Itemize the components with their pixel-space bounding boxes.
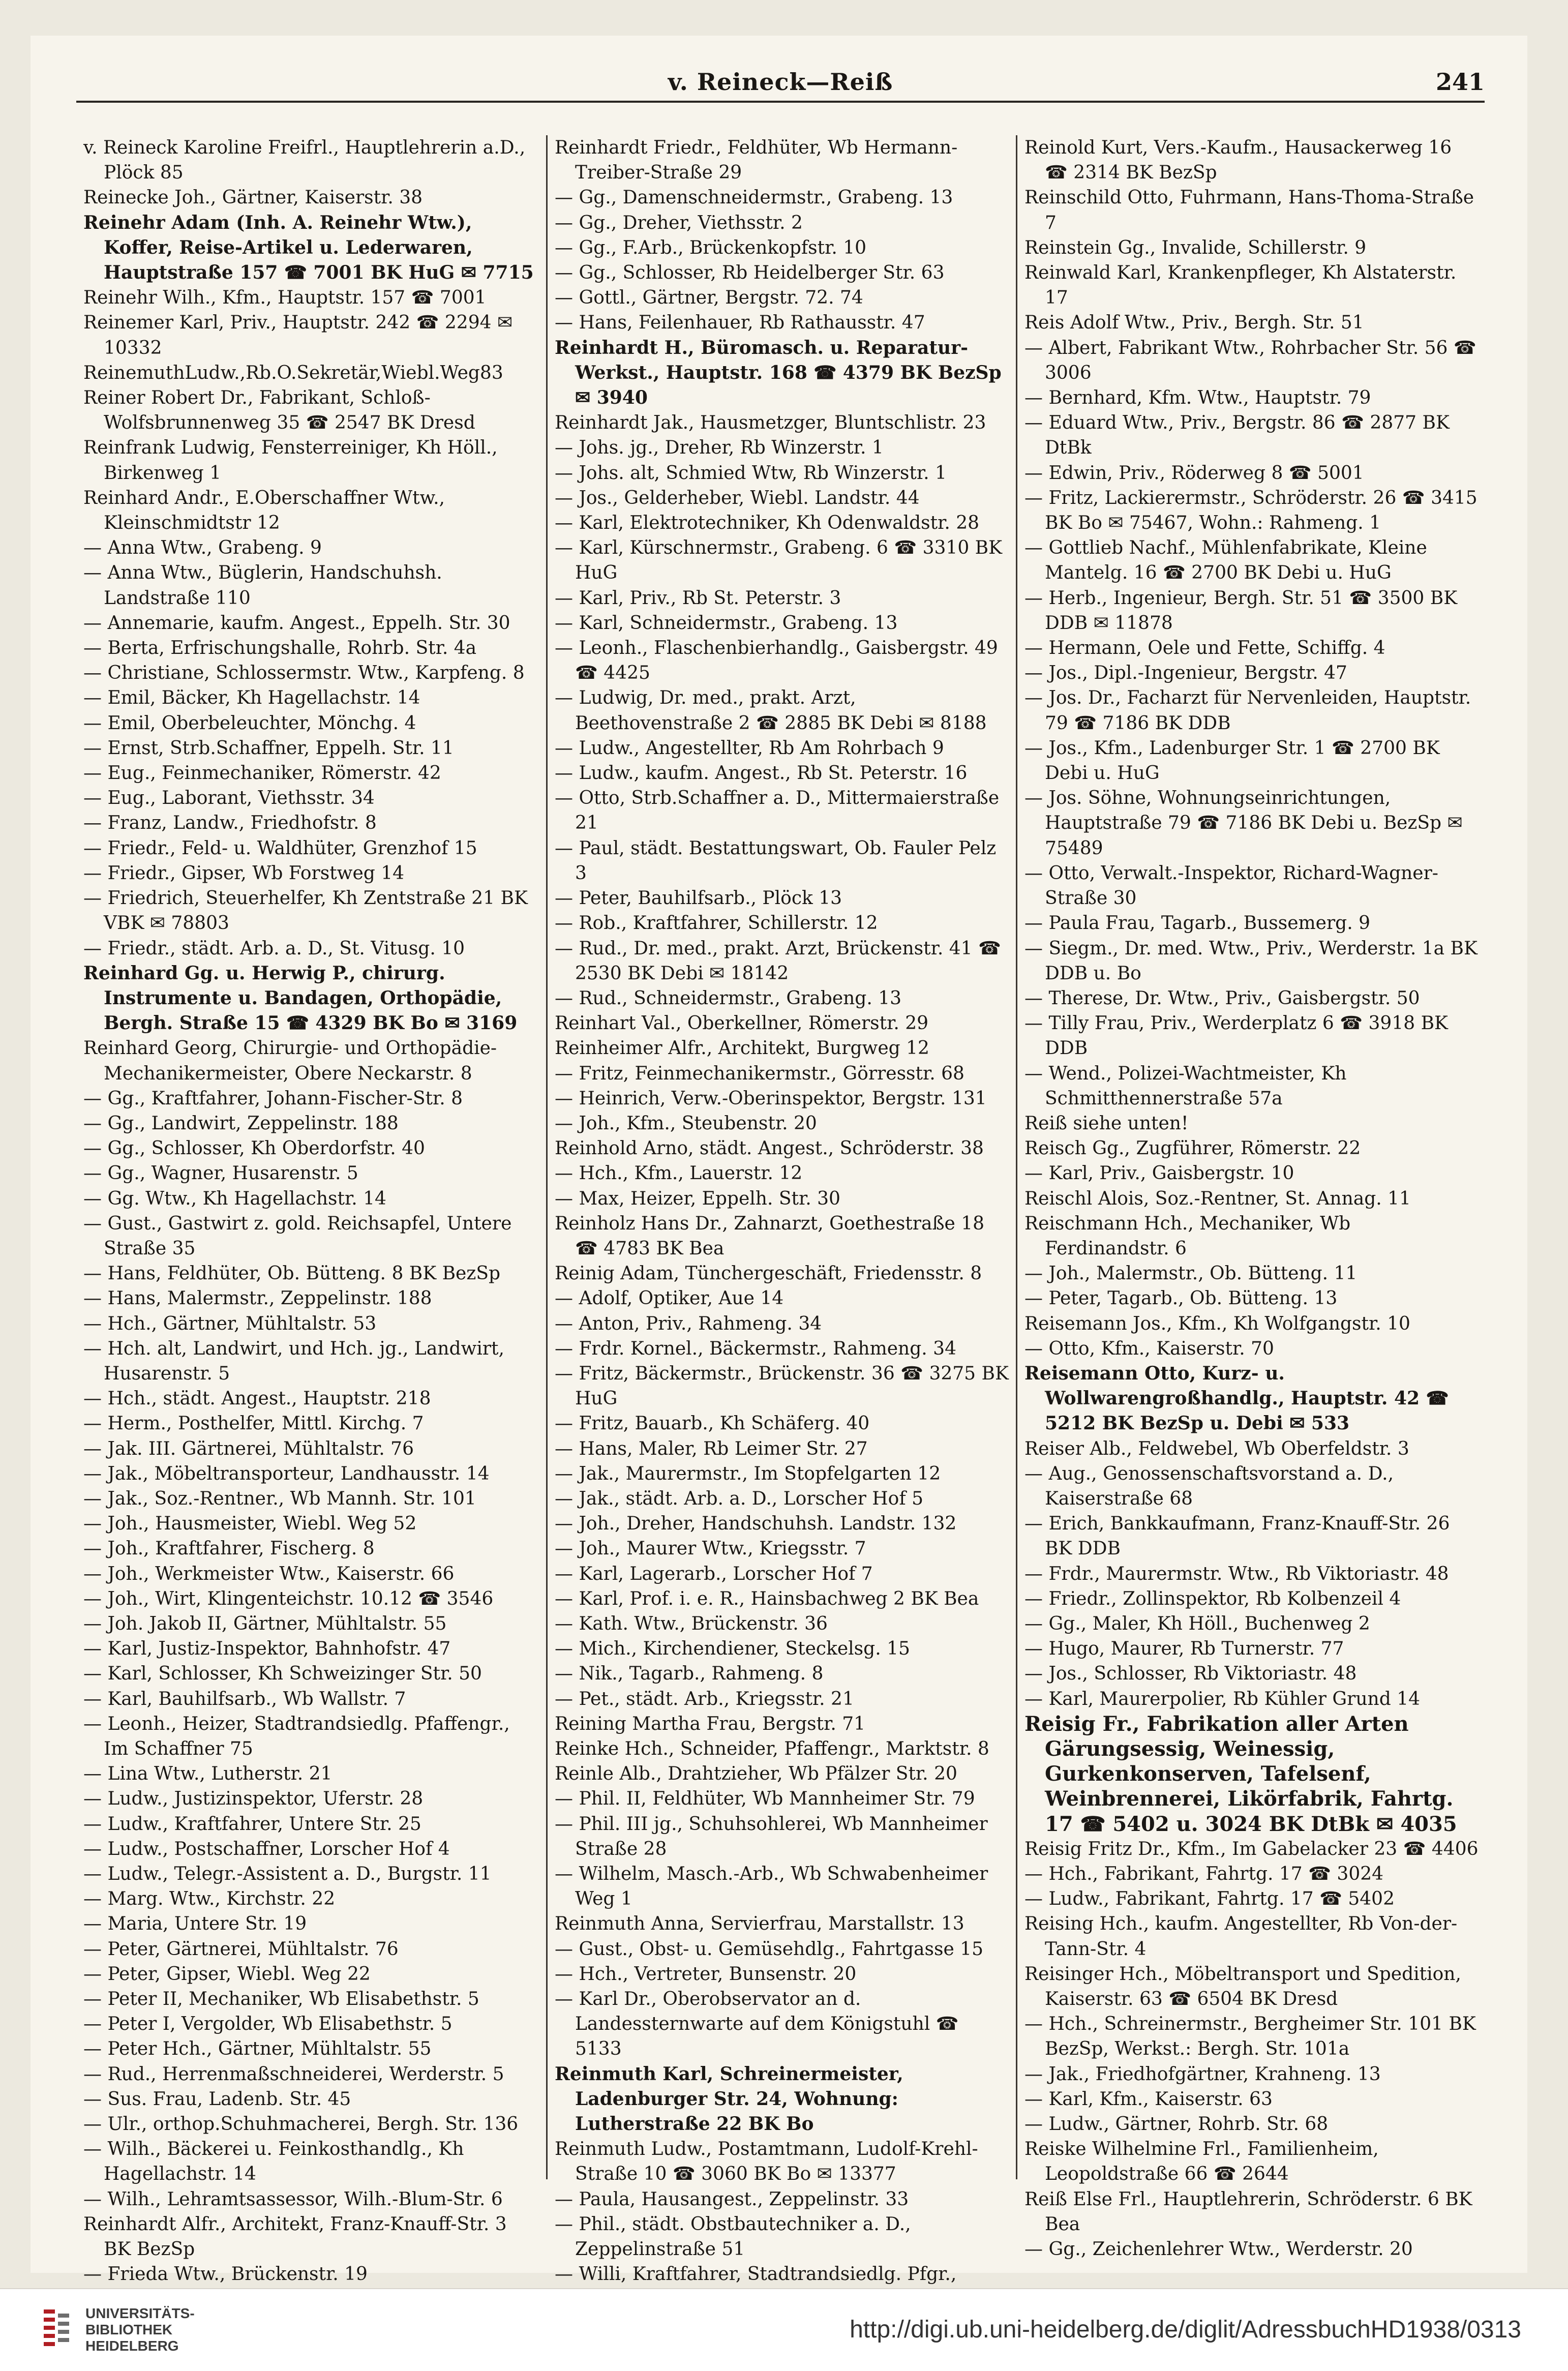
directory-entry: — Karl, Justiz-Inspektor, Bahnhofstr. 47 xyxy=(83,1638,451,1660)
directory-entry: Reinhardt H., Büromasch. u. Reparatur-Werkst., Hauptstr. 168 ☎ 4379 BK BezSp ✉ 3940 xyxy=(555,337,1002,409)
directory-entry: — Leonh., Heizer, Stadtrandsiedlg. Pfaffengr., Im Schaffner 75 xyxy=(83,1713,510,1759)
directory-entry: — Gg. Wtw., Kh Hagellachstr. 14 xyxy=(83,1188,386,1209)
directory-entry: — Paula Frau, Tagarb., Bussemerg. 9 xyxy=(1024,913,1370,934)
directory-entry: — Herb., Ingenieur, Bergh. Str. 51 ☎ 3500 BK DDB ✉ 11878 xyxy=(1024,587,1458,634)
directory-entry: Reising Hch., kaufm. Angestellter, Rb Von-der-Tann-Str. 4 xyxy=(1024,1913,1458,1960)
directory-entry: Reinmuth Anna, Servierfrau, Marstallstr. 13 xyxy=(555,1913,964,1935)
directory-entry: — Peter II, Mechaniker, Wb Elisabethstr. 5 xyxy=(83,1989,479,2010)
directory-entry: Reinstein Gg., Invalide, Schillerstr. 9 xyxy=(1024,237,1367,258)
directory-entry: Reinhart Val., Oberkellner, Römerstr. 29 xyxy=(555,1013,929,1034)
directory-entry: — Tilly Frau, Priv., Werderplatz 6 ☎ 3918 BK DDB xyxy=(1024,1013,1448,1059)
directory-entry: — Ludw., Telegr.-Assistent a. D., Burgstr. 11 xyxy=(83,1864,492,1885)
directory-entry: — Gg., Dreher, Viethsstr. 2 xyxy=(555,212,803,233)
directory-entry: — Jak., Friedhofgärtner, Krahneng. 13 xyxy=(1024,2063,1381,2085)
directory-entry: — Friedr., Feld- u. Waldhüter, Grenzhof 15 xyxy=(83,837,477,859)
directory-entry: Reisemann Otto, Kurz- u. Wollwarengroßhandlg., Hauptstr. 42 ☎ 5212 BK BezSp u. Debi ✉ 533 xyxy=(1024,1362,1449,1434)
directory-entry: — Joh., Malermstr., Ob. Bütteng. 11 xyxy=(1024,1263,1358,1284)
directory-entry: — Erich, Bankkaufmann, Franz-Knauff-Str. 26 BK DDB xyxy=(1024,1513,1450,1559)
directory-entry: — Fritz, Lackierermstr., Schröderstr. 26 ☎ 3415 BK Bo ✉ 75467, Wohn.: Rahmeng. 1 xyxy=(1024,487,1477,534)
directory-column-2 xyxy=(546,135,1016,2285)
directory-entry: — Otto, Kfm., Kaiserstr. 70 xyxy=(1024,1338,1274,1359)
viewer-footer xyxy=(0,2288,1568,2371)
directory-entry: Reiner Robert Dr., Fabrikant, Schloß-Wolfsbrunnenweg 35 ☎ 2547 BK Dresd xyxy=(83,387,475,434)
directory-entry: Reischmann Hch., Mechaniker, Wb Ferdinandstr. 6 xyxy=(1024,1213,1351,1259)
directory-columns xyxy=(76,135,1487,2285)
directory-entry: — Bernhard, Kfm. Wtw., Hauptstr. 79 xyxy=(1024,387,1371,409)
directory-entry: — Lina Wtw., Lutherstr. 21 xyxy=(83,1763,333,1785)
directory-entry: Reisch Gg., Zugführer, Römerstr. 22 xyxy=(1024,1138,1361,1159)
directory-entry: — Ludwig, Dr. med., prakt. Arzt, Beethovenstraße 2 ☎ 2885 BK Debi ✉ 8188 xyxy=(555,687,987,734)
directory-entry: Reinehr Wilh., Kfm., Hauptstr. 157 ☎ 7001 xyxy=(83,287,487,309)
directory-entry: — Therese, Dr. Wtw., Priv., Gaisbergstr. 50 xyxy=(1024,987,1420,1009)
directory-entry: — Gg., Schlosser, Rb Heidelberger Str. 63 xyxy=(555,262,945,284)
directory-entry: — Otto, Strb.Schaffner a. D., Mittermaierstraße 21 xyxy=(555,788,1000,834)
directory-entry: — Rud., Dr. med., prakt. Arzt, Brückenstr. 41 ☎ 2530 BK Debi ✉ 18142 xyxy=(555,938,1001,984)
directory-entry: — Karl, Maurerpolier, Rb Kühler Grund 14 xyxy=(1024,1688,1421,1709)
directory-entry: — Karl, Elektrotechniker, Kh Odenwaldstr. 28 xyxy=(555,513,980,534)
directory-entry: — Frdr. Kornel., Bäckermstr., Rahmeng. 34 xyxy=(555,1338,956,1359)
directory-entry: — Marg. Wtw., Kirchstr. 22 xyxy=(83,1888,336,1910)
directory-column-1 xyxy=(76,135,546,2285)
directory-entry: Reinhardt Alfr., Architekt, Franz-Knauff-Str. 3 BK BezSp xyxy=(83,2213,507,2260)
university-library-logo-icon xyxy=(42,2306,73,2352)
directory-entry: — Gg., Zeichenlehrer Wtw., Werderstr. 20 xyxy=(1024,2239,1413,2260)
directory-entry: — Pet., städt. Arb., Kriegsstr. 21 xyxy=(555,1688,854,1709)
directory-entry: Reinschild Otto, Fuhrmann, Hans-Thoma-Straße 7 xyxy=(1024,187,1474,233)
directory-entry: — Hans, Maler, Rb Leimer Str. 27 xyxy=(555,1438,868,1459)
directory-entry: — Phil., städt. Obstbautechniker a. D., Zeppelinstraße 51 xyxy=(555,2213,911,2260)
directory-entry: — Friedr., Zollinspektor, Rb Kolbenzeil 4 xyxy=(1024,1588,1401,1609)
directory-entry: — Karl Dr., Oberobservator an d. Landessternwarte auf dem Königstuhl ☎ 5133 xyxy=(555,1989,959,2060)
directory-entry: — Karl, Bauhilfsarb., Wb Wallstr. 7 xyxy=(83,1688,406,1709)
directory-entry: — Franz, Landw., Friedhofstr. 8 xyxy=(83,813,377,834)
directory-entry: — Joh., Maurer Wtw., Kriegsstr. 7 xyxy=(555,1538,866,1559)
directory-entry: Reinig Adam, Tünchergeschäft, Friedensstr. 8 xyxy=(555,1263,982,1284)
directory-entry: — Karl, Schneidermstr., Grabeng. 13 xyxy=(555,612,898,634)
directory-entry: — Herm., Posthelfer, Mittl. Kirchg. 7 xyxy=(83,1413,424,1434)
directory-entry: — Eug., Feinmechaniker, Römerstr. 42 xyxy=(83,763,441,784)
directory-entry: — Edwin, Priv., Röderweg 8 ☎ 5001 xyxy=(1024,462,1364,484)
directory-entry: — Frdr., Maurermstr. Wtw., Rb Viktoriastr. 48 xyxy=(1024,1563,1449,1584)
directory-entry: — Emil, Oberbeleuchter, Mönchg. 4 xyxy=(83,712,416,734)
directory-entry: ReinemuthLudw.,Rb.O.Sekretär,Wiebl.Weg83 xyxy=(83,362,503,383)
directory-entry: Reinheimer Alfr., Architekt, Burgweg 12 xyxy=(555,1038,929,1059)
directory-entry: — Hans, Feldhüter, Ob. Bütteng. 8 BK BezSp xyxy=(83,1263,501,1284)
directory-entry: — Maria, Untere Str. 19 xyxy=(83,1913,307,1935)
directory-entry: — Hch., Gärtner, Mühltalstr. 53 xyxy=(83,1313,377,1334)
directory-entry: — Willi, Kraftfahrer, Stadtrandsiedlg. Pfgr., xyxy=(555,2264,957,2285)
directory-entry: — Joh., Hausmeister, Wiebl. Weg 52 xyxy=(83,1513,417,1535)
directory-entry: — Gg., Schlosser, Kh Oberdorfstr. 40 xyxy=(83,1138,425,1159)
directory-entry: Reinholz Hans Dr., Zahnarzt, Goethestraße 18 ☎ 4783 BK Bea xyxy=(555,1213,985,1259)
directory-entry: — Jos., Gelderheber, Wiebl. Landstr. 44 xyxy=(555,487,920,508)
directory-entry: Reinecke Joh., Gärtner, Kaiserstr. 38 xyxy=(83,187,423,208)
directory-entry: — Hans, Feilenhauer, Rb Rathausstr. 47 xyxy=(555,312,925,334)
directory-entry: — Siegm., Dr. med. Wtw., Priv., Werderstr. 1a BK DDB u. Bo xyxy=(1024,938,1477,984)
running-title: v. Reineck—Reiß xyxy=(668,68,893,96)
directory-entry: Reiß siehe unten! xyxy=(1024,1113,1189,1134)
directory-entry: — Anna Wtw., Büglerin, Handschuhsh. Landstraße 110 xyxy=(83,562,442,609)
directory-entry: — Johs. alt, Schmied Wtw, Rb Winzerstr. 1 xyxy=(555,462,947,484)
directory-entry: — Gg., Wagner, Husarenstr. 5 xyxy=(83,1163,358,1184)
directory-entry: — Gust., Gastwirt z. gold. Reichsapfel, Untere Straße 35 xyxy=(83,1213,512,1259)
directory-entry: — Ludw., Kraftfahrer, Untere Str. 25 xyxy=(83,1813,421,1835)
directory-entry: — Ludw., kaufm. Angest., Rb St. Peterstr. 16 xyxy=(555,763,968,784)
directory-entry: — Hch., Kfm., Lauerstr. 12 xyxy=(555,1163,803,1184)
directory-entry: — Adolf, Optiker, Aue 14 xyxy=(555,1288,784,1309)
directory-entry: — Karl, Priv., Rb St. Peterstr. 3 xyxy=(555,587,841,609)
directory-entry: Reis Adolf Wtw., Priv., Bergh. Str. 51 xyxy=(1024,312,1364,334)
directory-entry: — Emil, Bäcker, Kh Hagellachstr. 14 xyxy=(83,687,420,709)
directory-entry: — Hch., Schreinermstr., Bergheimer Str. 101 BK BezSp, Werkst.: Bergh. Str. 101a xyxy=(1024,2014,1476,2060)
directory-entry: — Aug., Genossenschaftsvorstand a. D., Kaiserstraße 68 xyxy=(1024,1463,1394,1509)
directory-entry: Reinhardt Friedr., Feldhüter, Wb Hermann-Treiber-Straße 29 xyxy=(555,137,958,184)
directory-entry: — Wilh., Bäckerei u. Feinkosthandlg., Kh Hagellachstr. 14 xyxy=(83,2139,464,2185)
directory-entry: Reiß Else Frl., Hauptlehrerin, Schröderstr. 6 BK Bea xyxy=(1024,2188,1472,2235)
directory-entry: Reisig Fritz Dr., Kfm., Im Gabelacker 23 ☎ 4406 xyxy=(1024,1838,1479,1859)
directory-entry: — Hch. alt, Landwirt, und Hch. jg., Landwirt, Husarenstr. 5 xyxy=(83,1338,504,1384)
directory-entry: Reinhard Andr., E.Oberschaffner Wtw., Kleinschmidtstr 12 xyxy=(83,487,445,534)
directory-entry: — Eduard Wtw., Priv., Bergstr. 86 ☎ 2877 BK DtBk xyxy=(1024,412,1450,459)
directory-entry: — Frieda Wtw., Brückenstr. 19 xyxy=(83,2264,368,2285)
directory-entry: — Max, Heizer, Eppelh. Str. 30 xyxy=(555,1188,840,1209)
directory-entry: — Ludw., Fabrikant, Fahrtg. 17 ☎ 5402 xyxy=(1024,1888,1395,1910)
directory-entry: — Peter Hch., Gärtner, Mühltalstr. 55 xyxy=(83,2038,432,2060)
directory-entry: — Friedr., Gipser, Wb Forstweg 14 xyxy=(83,862,405,884)
directory-entry: Reinhardt Jak., Hausmetzger, Bluntschlistr. 23 xyxy=(555,412,986,434)
directory-entry: — Fritz, Bauarb., Kh Schäferg. 40 xyxy=(555,1413,870,1434)
library-name-line: UNIVERSITÄTS- xyxy=(85,2305,195,2321)
directory-entry: — Jos., Schlosser, Rb Viktoriastr. 48 xyxy=(1024,1663,1357,1685)
directory-entry: — Karl, Kürschnermstr., Grabeng. 6 ☎ 3310 BK HuG xyxy=(555,537,1003,584)
directory-entry: — Ulr., orthop.Schuhmacherei, Bergh. Str. 136 xyxy=(83,2114,519,2135)
directory-entry: — Karl, Lagerarb., Lorscher Hof 7 xyxy=(555,1563,873,1584)
directory-entry: — Mich., Kirchendiener, Steckelsg. 15 xyxy=(555,1638,910,1660)
source-url-link[interactable]: http://digi.ub.uni-heidelberg.de/diglit/AdressbuchHD1938/0313 xyxy=(850,2316,1521,2343)
directory-entry: — Rob., Kraftfahrer, Schillerstr. 12 xyxy=(555,913,878,934)
directory-entry: — Peter, Bauhilfsarb., Plöck 13 xyxy=(555,888,842,909)
directory-entry: Reinwald Karl, Krankenpfleger, Kh Alstaterstr. 17 xyxy=(1024,262,1457,309)
directory-entry: — Karl, Priv., Gaisbergstr. 10 xyxy=(1024,1163,1294,1184)
directory-entry: — Karl, Prof. i. e. R., Hainsbachweg 2 BK Bea xyxy=(555,1588,979,1609)
directory-entry: — Jak., Soz.-Rentner., Wb Mannh. Str. 101 xyxy=(83,1488,476,1509)
directory-entry: — Gottl., Gärtner, Bergstr. 72. 74 xyxy=(555,287,863,309)
directory-entry: — Peter I, Vergolder, Wb Elisabethstr. 5 xyxy=(83,2014,453,2035)
directory-entry: — Otto, Verwalt.-Inspektor, Richard-Wagner-Straße 30 xyxy=(1024,862,1438,909)
directory-entry: Reinhard Georg, Chirurgie- und Orthopädie-Mechanikermeister, Obere Neckarstr. 8 xyxy=(83,1038,497,1084)
directory-entry: — Jos., Dipl.-Ingenieur, Bergstr. 47 xyxy=(1024,663,1347,684)
directory-entry: — Gust., Obst- u. Gemüsehdlg., Fahrtgasse 15 xyxy=(555,1938,983,1960)
directory-entry: — Hans, Malermstr., Zeppelinstr. 188 xyxy=(83,1288,432,1309)
directory-entry: Reisig Fr., Fabrikation aller Arten Gärungsessig, Weinessig, Gurkenkonserven, Tafelsenf, Weinbrennerei, Likörfabrik, Fahrtg. 17 ☎ 5402 u. 3024 BK DtBk ✉ 4035 xyxy=(1024,1712,1457,1836)
directory-entry: — Jak. III. Gärtnerei, Mühltalstr. 76 xyxy=(83,1438,414,1459)
directory-entry: — Hugo, Maurer, Rb Turnerstr. 77 xyxy=(1024,1638,1344,1660)
directory-entry: — Phil. III jg., Schuhsohlerei, Wb Mannheimer Straße 28 xyxy=(555,1813,988,1859)
directory-entry: — Hch., städt. Angest., Hauptstr. 218 xyxy=(83,1388,431,1409)
directory-entry: — Rud., Schneidermstr., Grabeng. 13 xyxy=(555,987,902,1009)
directory-entry: — Joh. Jakob II, Gärtner, Mühltalstr. 55 xyxy=(83,1613,447,1634)
directory-entry: — Joh., Werkmeister Wtw., Kaiserstr. 66 xyxy=(83,1563,455,1584)
directory-entry: Reining Martha Frau, Bergstr. 71 xyxy=(555,1713,866,1734)
directory-entry: — Ludw., Angestellter, Rb Am Rohrbach 9 xyxy=(555,737,944,759)
directory-entry: — Anna Wtw., Grabeng. 9 xyxy=(83,537,322,559)
library-name-line: BIBLIOTHEK xyxy=(85,2322,173,2337)
directory-entry: — Berta, Erfrischungshalle, Rohrb. Str. 4a xyxy=(83,638,477,659)
directory-entry: Reinle Alb., Drahtzieher, Wb Pfälzer Str. 20 xyxy=(555,1763,957,1785)
directory-entry: — Ludw., Postschaffner, Lorscher Hof 4 xyxy=(83,1838,450,1859)
directory-entry: — Jak., Maurermstr., Im Stopfelgarten 12 xyxy=(555,1463,941,1484)
directory-entry: — Gg., F.Arb., Brückenkopfstr. 10 xyxy=(555,237,867,258)
directory-entry: — Johs. jg., Dreher, Rb Winzerstr. 1 xyxy=(555,437,884,459)
directory-entry: — Peter, Gipser, Wiebl. Weg 22 xyxy=(83,1963,371,1985)
directory-entry: Reinmuth Karl, Schreinermeister, Ladenburger Str. 24, Wohnung: Lutherstraße 22 BK Bo xyxy=(555,2063,903,2135)
directory-entry: — Joh., Kfm., Steubenstr. 20 xyxy=(555,1113,817,1134)
directory-entry: — Ludw., Gärtner, Rohrb. Str. 68 xyxy=(1024,2114,1329,2135)
directory-entry: — Jak., Möbeltransporteur, Landhausstr. 14 xyxy=(83,1463,490,1484)
directory-entry: — Hch., Vertreter, Bunsenstr. 20 xyxy=(555,1963,857,1985)
directory-entry: — Gottlieb Nachf., Mühlenfabrikate, Kleine Mantelg. 16 ☎ 2700 BK Debi u. HuG xyxy=(1024,537,1427,584)
directory-entry: — Wilhelm, Masch.-Arb., Wb Schwabenheimer Weg 1 xyxy=(555,1864,988,1910)
directory-entry: — Ernst, Strb.Schaffner, Eppelh. Str. 11 xyxy=(83,737,454,759)
directory-entry: Reinfrank Ludwig, Fensterreiniger, Kh Höll., Birkenweg 1 xyxy=(83,437,498,484)
directory-entry: — Paula, Hausangest., Zeppelinstr. 33 xyxy=(555,2188,909,2210)
directory-entry: — Leonh., Flaschenbierhandlg., Gaisbergstr. 49 ☎ 4425 xyxy=(555,638,998,684)
directory-entry: Reinemer Karl, Priv., Hauptstr. 242 ☎ 2294 ✉ 10332 xyxy=(83,312,513,358)
directory-entry: — Gg., Landwirt, Zeppelinstr. 188 xyxy=(83,1113,399,1134)
directory-entry: Reinehr Adam (Inh. A. Reinehr Wtw.), Koffer, Reise-Artikel u. Lederwaren, Hauptstraße 157 ☎ 7001 BK HuG ✉ 7715 xyxy=(83,212,534,284)
directory-entry: Reischl Alois, Soz.-Rentner, St. Annag. 11 xyxy=(1024,1188,1411,1209)
directory-entry: — Fritz, Bäckermstr., Brückenstr. 36 ☎ 3275 BK HuG xyxy=(555,1363,1009,1409)
directory-entry: — Paul, städt. Bestattungswart, Ob. Fauler Pelz 3 xyxy=(555,837,997,884)
directory-entry: Reisinger Hch., Möbeltransport und Spedition, Kaiserstr. 63 ☎ 6504 BK Dresd xyxy=(1024,1963,1461,2010)
directory-entry: — Jos., Kfm., Ladenburger Str. 1 ☎ 2700 BK Debi u. HuG xyxy=(1024,737,1440,784)
directory-entry: — Karl, Kfm., Kaiserstr. 63 xyxy=(1024,2088,1273,2110)
directory-entry: — Joh., Kraftfahrer, Fischerg. 8 xyxy=(83,1538,375,1559)
directory-entry: — Karl, Schlosser, Kh Schweizinger Str. 50 xyxy=(83,1663,482,1685)
directory-entry: — Jos. Söhne, Wohnungseinrichtungen, Hauptstraße 79 ☎ 7186 BK Debi u. BezSp ✉ 75489 xyxy=(1024,788,1463,859)
directory-entry: — Christiane, Schlossermstr. Wtw., Karpfeng. 8 xyxy=(83,663,525,684)
directory-entry: — Wilh., Lehramtsassessor, Wilh.-Blum-Str. 6 xyxy=(83,2188,503,2210)
directory-entry: — Anton, Priv., Rahmeng. 34 xyxy=(555,1313,822,1334)
directory-entry: — Phil. II, Feldhüter, Wb Mannheimer Str. 79 xyxy=(555,1788,975,1810)
directory-entry: Reiske Wilhelmine Frl., Familienheim, Leopoldstraße 66 ☎ 2644 xyxy=(1024,2139,1379,2185)
page-header xyxy=(76,60,1485,103)
directory-entry: — Albert, Fabrikant Wtw., Rohrbacher Str. 56 ☎ 3006 xyxy=(1024,337,1476,383)
directory-entry: — Hermann, Oele und Fette, Schiffg. 4 xyxy=(1024,638,1385,659)
directory-entry: — Jos. Dr., Facharzt für Nervenleiden, Hauptstr. 79 ☎ 7186 BK DDB xyxy=(1024,687,1471,734)
directory-entry: Reinmuth Ludw., Postamtmann, Ludolf-Krehl-Straße 10 ☎ 3060 BK Bo ✉ 13377 xyxy=(555,2139,978,2185)
directory-entry: — Joh., Dreher, Handschuhsh. Landstr. 132 xyxy=(555,1513,957,1535)
directory-entry: — Fritz, Feinmechanikermstr., Görresstr. 68 xyxy=(555,1063,964,1084)
page-number: 241 xyxy=(1435,68,1485,96)
directory-entry: — Annemarie, kaufm. Angest., Eppelh. Str. 30 xyxy=(83,612,510,634)
directory-entry: Reinhard Gg. u. Herwig P., chirurg. Instrumente u. Bandagen, Orthopädie, Bergh. Straße 15 ☎ 4329 BK Bo ✉ 3169 xyxy=(83,962,518,1034)
directory-column-3 xyxy=(1016,135,1486,2260)
directory-entry: — Sus. Frau, Ladenb. Str. 45 xyxy=(83,2088,351,2110)
directory-entry: — Peter, Gärtnerei, Mühltalstr. 76 xyxy=(83,1938,399,1960)
directory-entry: v. Reineck Karoline Freifrl., Hauptlehrerin a.D., Plöck 85 xyxy=(83,137,526,184)
directory-entry: — Friedrich, Steuerhelfer, Kh Zentstraße 21 BK VBK ✉ 78803 xyxy=(83,888,528,934)
directory-entry: — Wend., Polizei-Wachtmeister, Kh Schmitthennerstraße 57a xyxy=(1024,1063,1347,1109)
directory-entry: Reisemann Jos., Kfm., Kh Wolfgangstr. 10 xyxy=(1024,1313,1410,1334)
directory-entry: Reiser Alb., Feldwebel, Wb Oberfeldstr. 3 xyxy=(1024,1438,1409,1459)
directory-entry: Reinke Hch., Schneider, Pfaffengr., Marktstr. 8 xyxy=(555,1738,989,1759)
directory-entry: — Jak., städt. Arb. a. D., Lorscher Hof 5 xyxy=(555,1488,923,1509)
library-name xyxy=(85,2305,195,2354)
directory-entry: — Friedr., städt. Arb. a. D., St. Vitusg. 10 xyxy=(83,938,465,959)
directory-entry: — Heinrich, Verw.-Oberinspektor, Bergstr. 131 xyxy=(555,1088,987,1109)
directory-entry: — Peter, Tagarb., Ob. Bütteng. 13 xyxy=(1024,1288,1338,1309)
directory-entry: — Kath. Wtw., Brückenstr. 36 xyxy=(555,1613,828,1634)
directory-entry: — Hch., Fabrikant, Fahrtg. 17 ☎ 3024 xyxy=(1024,1864,1384,1885)
directory-entry: — Gg., Damenschneidermstr., Grabeng. 13 xyxy=(555,187,953,208)
directory-entry: Reinold Kurt, Vers.-Kaufm., Hausackerweg 16 ☎ 2314 BK BezSp xyxy=(1024,137,1452,184)
directory-entry: — Gg., Maler, Kh Höll., Buchenweg 2 xyxy=(1024,1613,1370,1634)
directory-entry: — Gg., Kraftfahrer, Johann-Fischer-Str. 8 xyxy=(83,1088,463,1109)
directory-entry: — Nik., Tagarb., Rahmeng. 8 xyxy=(555,1663,824,1685)
directory-entry: — Ludw., Justizinspektor, Uferstr. 28 xyxy=(83,1788,424,1810)
library-name-line: HEIDELBERG xyxy=(85,2338,179,2354)
directory-entry: — Joh., Wirt, Klingenteichstr. 10.12 ☎ 3546 xyxy=(83,1588,494,1609)
directory-entry: — Eug., Laborant, Viethsstr. 34 xyxy=(83,788,375,809)
directory-entry: Reinhold Arno, städt. Angest., Schröderstr. 38 xyxy=(555,1138,984,1159)
directory-entry: — Rud., Herrenmaßschneiderei, Werderstr. 5 xyxy=(83,2063,504,2085)
